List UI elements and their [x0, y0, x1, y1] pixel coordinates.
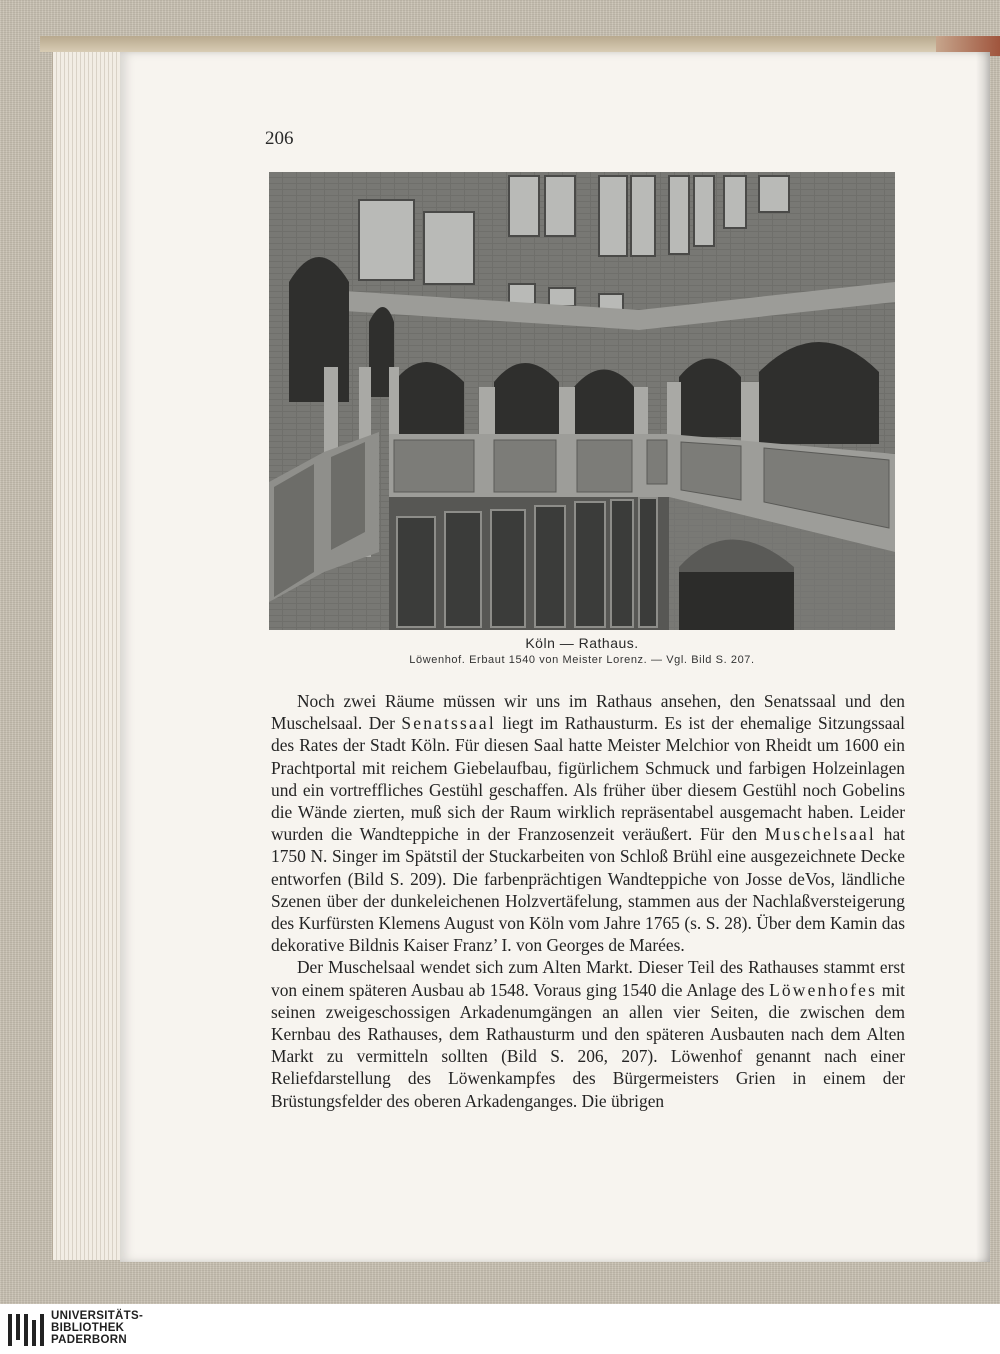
logo-line-1: UNIVERSITÄTS-	[51, 1310, 144, 1322]
library-footer	[0, 1304, 1000, 1354]
paragraph-1-part: hat 1750 N. Singer im Spätstil der Stuckarbeiten von Schloß Brühl eine ausgezeichnete Decke entworfen (Bild S. 209). Die farbenprächtigen Wandteppiche von Josse deVos, ländliche Szenen über der dunkeleichenen Holzvertäfelung, stammen aus der Nachlaßversteigerung des Kurfürsten Klemens August von Köln vom Jahre 1765 (s. S. 28). Über dem Kamin das dekorative Bildnis Kaiser Franz’ I. von Georges de Marées.	[271, 824, 905, 956]
page-gutter-shadow	[976, 52, 990, 1262]
paragraph-1-part: liegt im Rathausturm. Es ist der ehemalige Sitzungssaal des Rates der Stadt Köln. Für diesen Saal hatte Meister Melchior von Rheidt um 1600 ein Prachtportal mit reichem Giebelaufbau, figürlichem Schmuck und farbigen Holzeinlagen und ein vortreffliches Gestühl geschaffen. Als früher über diesem Gestühl noch Gobelins die Wände zierten, muß sich der Raum wirklich repräsentabel ausgemacht haben. Leider wurden die Wandteppiche in der Franzosenzeit veräußert. Für den	[271, 713, 905, 845]
figure-title: Köln — Rathaus.	[525, 635, 639, 651]
term-loewenhof: Löwenhofes	[769, 979, 878, 1000]
cover-edge	[40, 36, 1000, 52]
figure-caption: Löwenhof. Erbaut 1540 von Meister Lorenz. — Vgl. Bild S. 207.	[409, 654, 755, 666]
paragraph-2-part: Der Muschelsaal wendet sich zum Alten Markt. Dieser Teil des Rathauses stammt erst von einem späteren Ausbau ab 1548. Voraus ging 1540 die Anlage des	[271, 957, 905, 1000]
paragraph-1-part: Noch zwei Räume müssen wir uns im Rathaus ansehen, den Senatssaal und den Muschelsaal. Der	[271, 691, 905, 734]
term-muschelsaal: Muschelsaal	[764, 824, 876, 845]
logo-line-2: BIBLIOTHEK	[51, 1322, 125, 1334]
page-number: 206	[265, 128, 294, 149]
paragraph-1	[271, 690, 905, 956]
library-logo-text	[51, 1310, 143, 1346]
paragraph-2-part: mit seinen zweigeschossigen Arkadenumgängen an allen vier Seiten, die zwischen dem Kernbau des Rathauses, dem Rathausturm und den späteren Ausbauten nach dem Alten Markt zu vermitteln sollten (Bild S. 206, 207). Löwenhof genannt nach einer Reliefdarstellung des Löwenkampfes des Bürgermeisters Grien in einem der Brüstungsfelder des oberen Arkadenganges. Die übrigen	[271, 979, 905, 1111]
body-text	[271, 690, 905, 1112]
library-logo-icon	[6, 1310, 46, 1350]
courtyard-photograph-drawing	[269, 172, 895, 630]
logo-line-3: PADERBORN	[51, 1334, 127, 1346]
paragraph-2	[271, 956, 905, 1111]
term-senatssaal: Senatssaal	[401, 713, 496, 734]
courtyard-photograph	[269, 172, 895, 630]
